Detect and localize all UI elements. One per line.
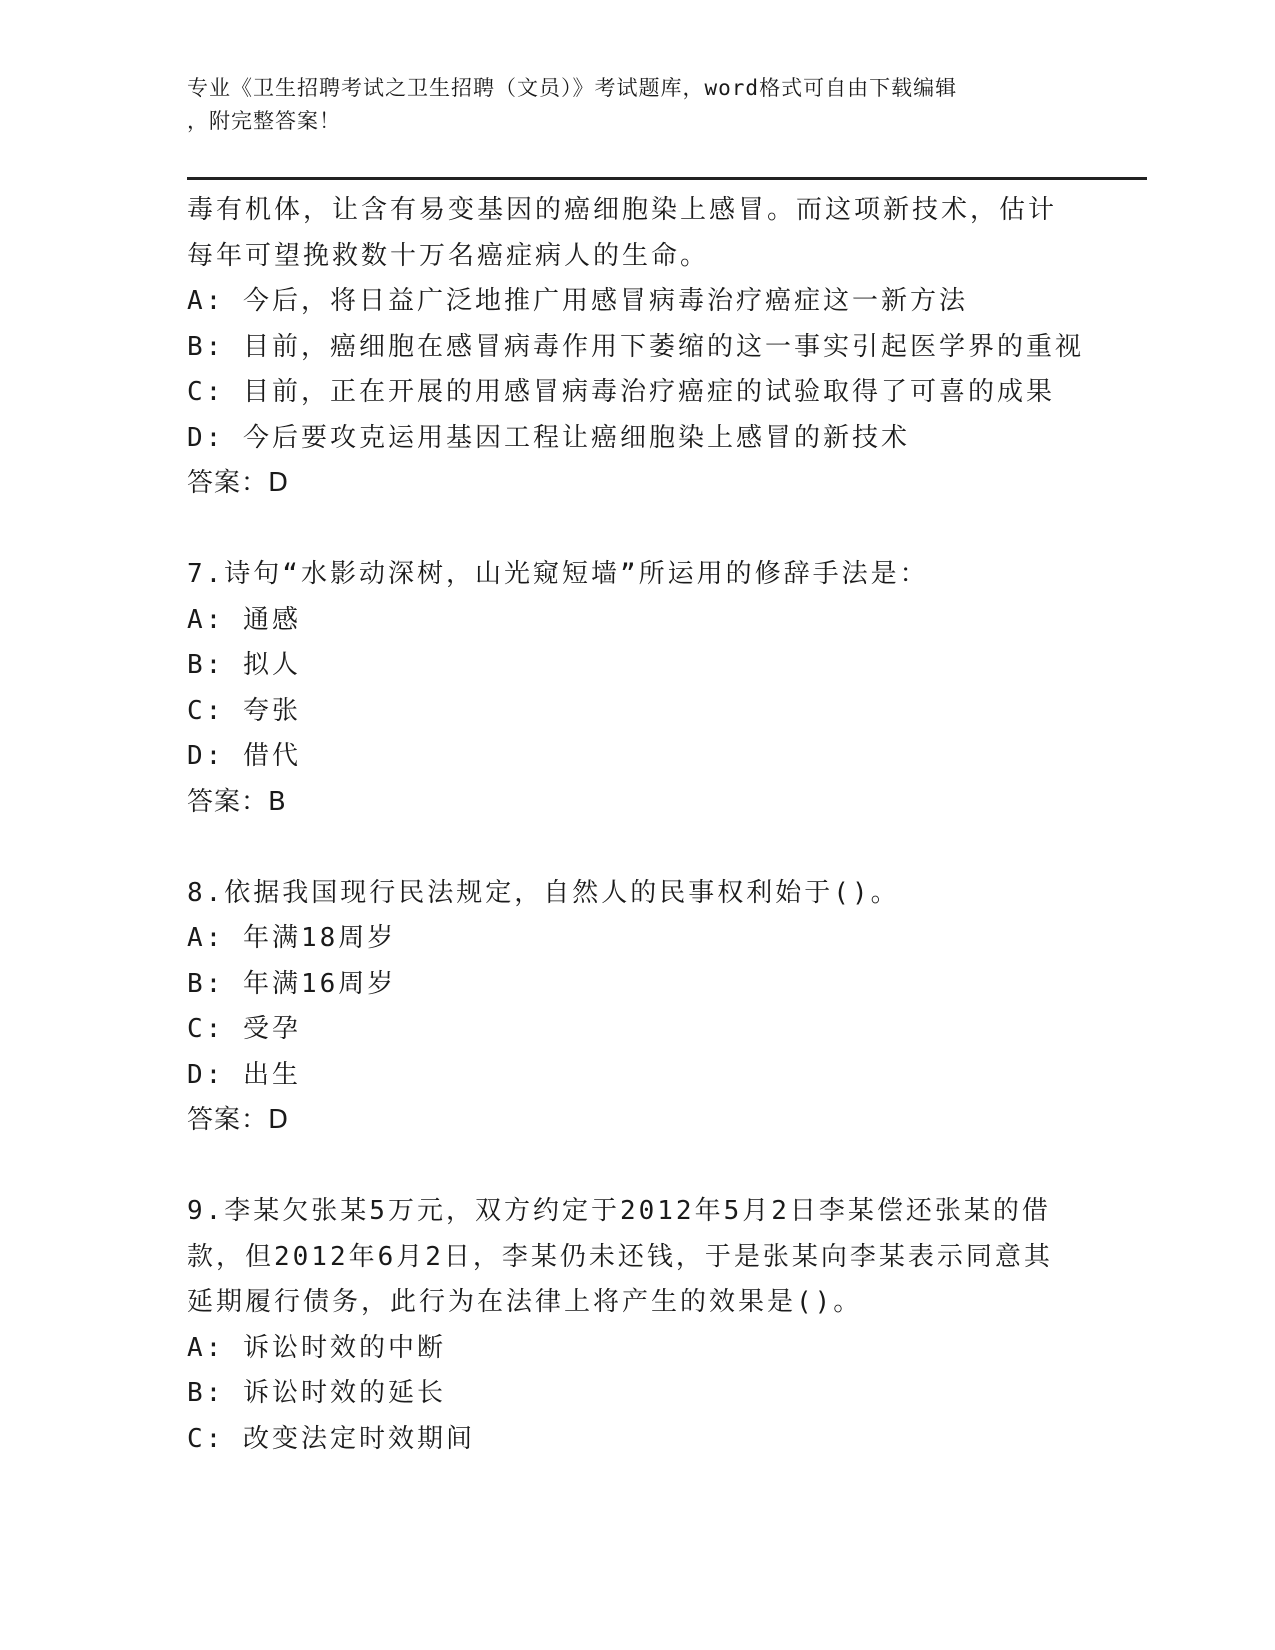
question-stem: 8.依据我国现行民法规定，自然人的民事权利始于()。 bbox=[187, 877, 900, 908]
header-divider bbox=[187, 177, 1147, 180]
document-header bbox=[187, 72, 1087, 138]
question-stem: 7.诗句“水影动深树，山光窥短墙”所运用的修辞手法是： bbox=[187, 559, 929, 589]
option-c: C: 改变法定时效期间 bbox=[187, 1423, 475, 1454]
option-c: C: 受孕 bbox=[187, 1014, 301, 1044]
option-d: D: 出生 bbox=[187, 1059, 301, 1090]
option-a: A: 通感 bbox=[187, 604, 301, 635]
option-b: B: 拟人 bbox=[187, 650, 301, 680]
question-8 bbox=[187, 871, 1087, 1144]
spacer bbox=[187, 825, 1087, 871]
question-7 bbox=[187, 552, 1087, 825]
question-stem: 9.李某欠张某5万元，双方约定于2012年5月2日李某偿还张某的借 bbox=[187, 1196, 1051, 1226]
option-a: A: 年满18周岁 bbox=[187, 923, 397, 953]
question-stem: 每年可望挽救数十万名癌症病人的生命。 bbox=[187, 240, 710, 271]
option-c: C: 目前，正在开展的用感冒病毒治疗癌症的试验取得了可喜的成果 bbox=[187, 377, 1055, 407]
question-6 bbox=[187, 188, 1087, 507]
question-stem: 款，但2012年6月2日，李某仍未还钱，于是张某向李某表示同意其 bbox=[187, 1241, 1053, 1272]
option-a: A: 诉讼时效的中断 bbox=[187, 1332, 446, 1363]
question-stem: 延期履行债务，此行为在法律上将产生的效果是()。 bbox=[187, 1287, 863, 1317]
option-b: B: 年满16周岁 bbox=[187, 968, 397, 999]
question-list bbox=[187, 188, 1087, 1462]
option-d: D: 今后要攻克运用基因工程让癌细胞染上感冒的新技术 bbox=[187, 422, 910, 453]
question-stem: 毒有机体，让含有易变基因的癌细胞染上感冒。而这项新技术，估计 bbox=[187, 195, 1058, 225]
option-c: C: 夸张 bbox=[187, 695, 301, 726]
header-line-2: ，附完整答案！ bbox=[187, 109, 341, 133]
option-d: D: 借代 bbox=[187, 741, 301, 771]
header-line-1: 专业《卫生招聘考试之卫生招聘（文员）》考试题库，word格式可自由下载编辑 bbox=[187, 76, 958, 100]
option-b: B: 诉讼时效的延长 bbox=[187, 1378, 446, 1408]
spacer bbox=[187, 507, 1087, 553]
answer: 答案：D bbox=[187, 468, 290, 498]
answer: 答案：B bbox=[187, 786, 287, 817]
option-a: A: 今后，将日益广泛地推广用感冒病毒治疗癌症这一新方法 bbox=[187, 286, 968, 316]
spacer bbox=[187, 1144, 1087, 1190]
answer: 答案：D bbox=[187, 1105, 290, 1135]
question-9 bbox=[187, 1189, 1087, 1462]
option-b: B: 目前，癌细胞在感冒病毒作用下萎缩的这一事实引起医学界的重视 bbox=[187, 331, 1084, 362]
